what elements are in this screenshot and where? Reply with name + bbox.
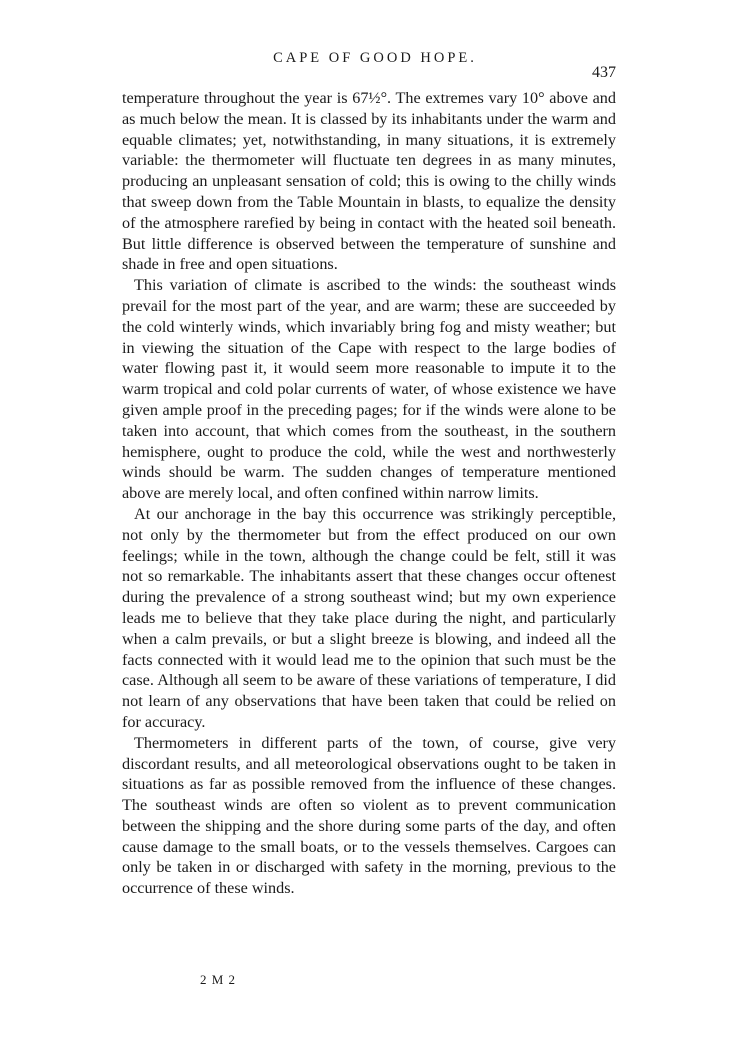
signature-mark: 2 M 2 — [200, 972, 237, 987]
paragraph-3: At our anchorage in the bay this occurrence was strikingly perceptible, not only by the thermometer but from the effect produced on our own feelings; while in the town, although the change could be felt, still it was not so remarkable. The inhabitants assert that these changes occur oftenest during the prevalence of a strong southeast wind; but my own experience leads me to believe that they take place during the night, and particularly when a calm prevails, or but a slight breeze is blowing, and indeed all the facts connected with it would lead me to the opinion that such must be the case. Although all seem to be aware of these variations of temperature, I did not learn of any observations that have been taken that could be relied on for accuracy. — [122, 504, 616, 731]
running-title: CAPE OF GOOD HOPE. — [273, 50, 477, 66]
paragraph-1: temperature throughout the year is 67½°. The extremes vary 10° above and as much below the mean. It is classed by its inhabitants under the warm and equable climates; yet, notwithstanding, in many situations, it is extremely variable: the thermometer will fluctuate ten degrees in as many minutes, producing an unpleasant sensation of cold; this is owing to the chilly winds that sweep down from the Table Mountain in blasts, to equalize the density of the atmosphere rarefied by being in contact with the heated soil beneath. But little difference is observed between the temperature of sunshine and shade in free and open situations. — [122, 89, 616, 274]
page-number: 437 — [592, 64, 616, 81]
paragraph-4: Thermometers in different parts of the town, of course, give very discordant results, and all meteorological observations ought to be taken in situations as far as possible removed from the influence of these changes. The southeast winds are often so violent as to prevent communication between the shipping and the shore during some parts of the day, and often cause damage to the small boats, or to the vessels themselves. Cargoes can only be taken in or discharged with safety in the morning, previous to the occurrence of these winds. — [122, 733, 616, 898]
body-text — [122, 88, 616, 899]
paragraph-2: This variation of climate is ascribed to the winds: the southeast winds prevail for the most part of the year, and are warm; these are succeeded by the cold winterly winds, which invariably bring fog and misty weather; but in viewing the situation of the Cape with respect to the large bodies of water flowing past it, it would seem more reasonable to impute it to the warm tropical and cold polar currents of water, of whose existence we have given ample proof in the preceding pages; for if the winds were alone to be taken into account, that which comes from the southeast, in the southern hemisphere, ought to produce the cold, while the west and northwesterly winds should be warm. The sudden changes of temperature mentioned above are merely local, and often confined within narrow limits. — [122, 276, 616, 503]
